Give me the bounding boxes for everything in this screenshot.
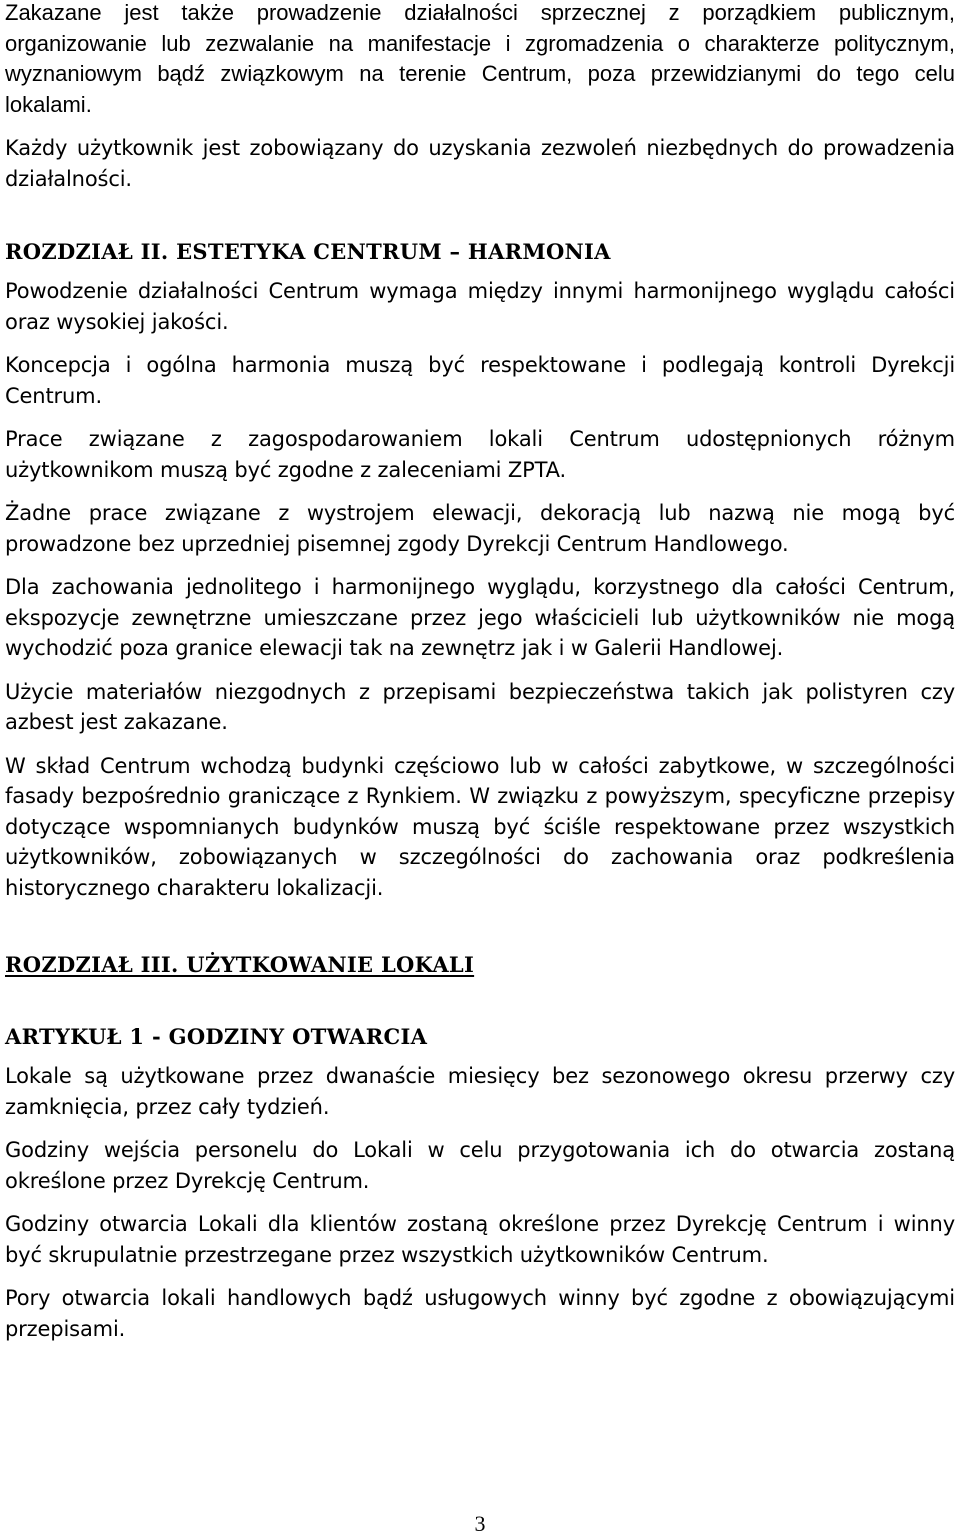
- paragraph: Koncepcja i ogólna harmonia muszą być respektowane i podlegają kontroli Dyrekcji Centrum.: [5, 353, 955, 408]
- page-number: 3: [474, 1511, 486, 1536]
- paragraph: Żadne prace związane z wystrojem elewacji, dekoracją lub nazwą nie mogą być prowadzone bez uprzedniej pisemnej zgody Dyrekcji Centrum Handlowego.: [5, 501, 955, 556]
- article-heading: ARTYKUŁ 1 - GODZINY OTWARCIA: [5, 1024, 428, 1049]
- paragraph: Prace związane z zagospodarowaniem lokali Centrum udostępnionych różnym użytkownikom muszą być zgodne z zaleceniami ZPTA.: [5, 427, 955, 482]
- paragraph: Lokale są użytkowane przez dwanaście miesięcy bez sezonowego okresu przerwy czy zamknięcia, przez cały tydzień.: [5, 1064, 955, 1119]
- chapter-heading: ROZDZIAŁ III. UŻYTKOWANIE LOKALI: [5, 952, 475, 977]
- paragraph: Powodzenie działalności Centrum wymaga między innymi harmonijnego wyglądu całości oraz wysokiej jakości.: [5, 279, 955, 334]
- paragraph: Godziny otwarcia Lokali dla klientów zostaną określone przez Dyrekcję Centrum i winny być skrupulatnie przestrzegane przez wszystkich użytkowników Centrum.: [5, 1212, 955, 1267]
- chapter-heading: ROZDZIAŁ II. ESTETYKA CENTRUM – HARMONIA: [5, 239, 611, 264]
- paragraph: W skład Centrum wchodzą budynki częściowo lub w całości zabytkowe, w szczególności fasady bezpośrednio graniczące z Rynkiem. W związku z powyższym, specyficzne przepisy dotyczące wspomnianych budynków muszą być ściśle respektowane przez wszystkich użytkowników, zobowiązanych w szczególności do zachowania oraz podkreślenia historycznego charakteru lokalizacji.: [5, 753, 955, 900]
- paragraph: Użycie materiałów niezgodnych z przepisami bezpieczeństwa takich jak polistyren czy azbest jest zakazane.: [5, 679, 955, 734]
- paragraph: Dla zachowania jednolitego i harmonijnego wyglądu, korzystnego dla całości Centrum, ekspozycje zewnętrzne umieszczane przez jego właścicieli lub użytkowników nie mogą wychodzić poza granice elewacji tak na zewnętrz jak i w Galerii Handlowej.: [5, 575, 955, 660]
- document-page: [5, 0, 955, 1344]
- paragraph: Godziny wejścia personelu do Lokali w celu przygotowania ich do otwarcia zostaną określone przez Dyrekcję Centrum.: [5, 1138, 955, 1193]
- paragraph: Każdy użytkownik jest zobowiązany do uzyskania zezwoleń niezbędnych do prowadzenia działalności.: [5, 136, 955, 191]
- paragraph: Zakazane jest także prowadzenie działalności sprzecznej z porządkiem publicznym, organizowanie lub zezwalanie na manifestacje i zgromadzenia o charakterze politycznym, wyznaniowym bądź związkowym na terenie Centrum, poza przewidzianymi do tego celu lokalami.: [5, 0, 955, 117]
- paragraph: Pory otwarcia lokali handlowych bądź usługowych winny być zgodne z obowiązującymi przepisami.: [5, 1286, 955, 1341]
